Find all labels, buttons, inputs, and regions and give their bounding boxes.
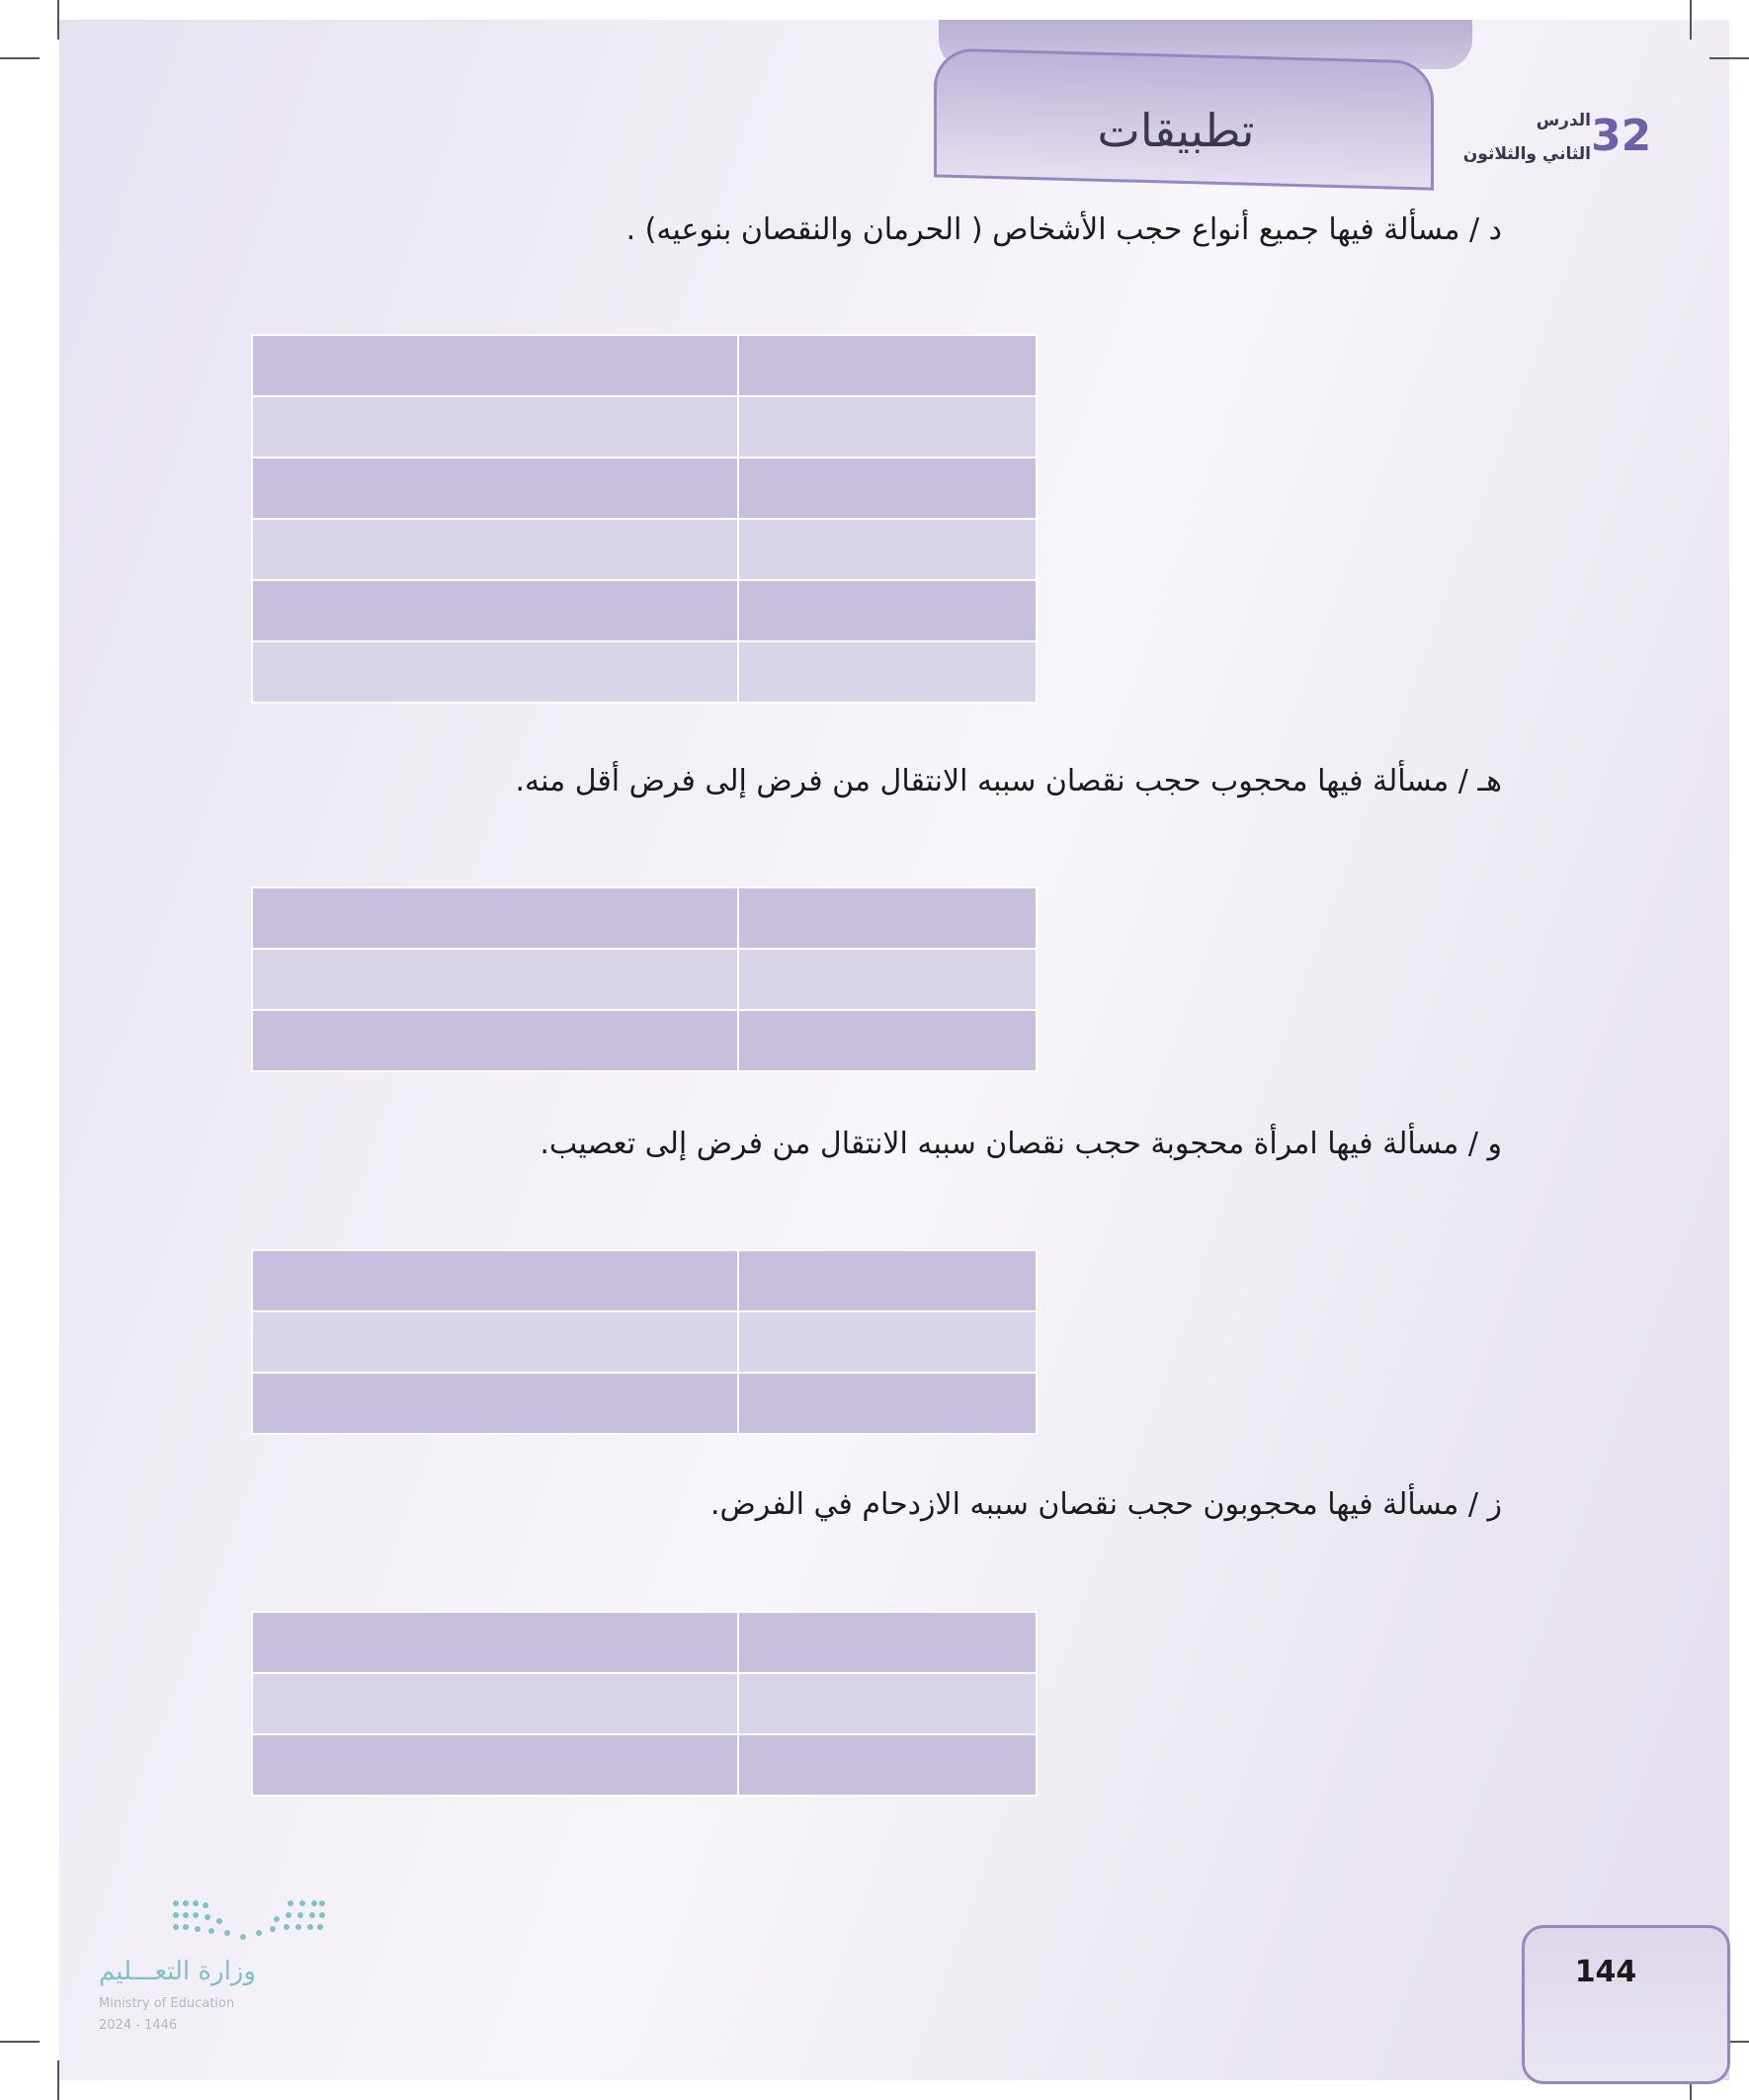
table-cell[interactable] [738, 580, 1037, 641]
ministry-logo-icon [168, 1897, 326, 1952]
crop-mark [57, 0, 59, 40]
table-cell[interactable] [738, 335, 1037, 396]
table-cell[interactable] [252, 641, 738, 703]
table-cell[interactable] [738, 519, 1037, 580]
table-cell[interactable] [252, 949, 738, 1010]
table-row [252, 1734, 1037, 1796]
lesson-label: الدرس [1536, 111, 1591, 130]
table-row [252, 335, 1037, 396]
table-cell[interactable] [252, 1311, 738, 1373]
question-h: هـ / مسألة فيها محجوب حجب نقصان سببه الانتقال من فرض إلى فرض أقل منه. [515, 764, 1502, 798]
table-cell[interactable] [252, 458, 738, 519]
table-cell[interactable] [738, 1311, 1037, 1373]
question-z: ز / مسألة فيها محجوبون حجب نقصان سببه الازدحام في الفرض. [709, 1487, 1502, 1522]
table-row [252, 458, 1037, 519]
table-cell[interactable] [738, 1734, 1037, 1796]
question-d: د / مسألة فيها جميع أنواع حجب الأشخاص ( الحرمان والنقصان بنوعيه) . [625, 212, 1502, 247]
table-cell[interactable] [252, 335, 738, 396]
page-number: 144 [1574, 1955, 1637, 1989]
table-cell[interactable] [738, 458, 1037, 519]
table-cell[interactable] [252, 1612, 738, 1673]
table-cell[interactable] [738, 949, 1037, 1010]
answer-table-h [251, 886, 1038, 1072]
table-row [252, 1250, 1037, 1311]
table-row [252, 887, 1037, 949]
table-row [252, 1010, 1037, 1071]
ministry-name-en: Ministry of Education [99, 1996, 235, 2011]
table-cell[interactable] [252, 1673, 738, 1734]
ministry-year: 2024 - 1446 [99, 2018, 178, 2033]
crop-mark [0, 57, 40, 59]
table-cell[interactable] [738, 1250, 1037, 1311]
table-cell[interactable] [738, 1673, 1037, 1734]
table-cell[interactable] [738, 1612, 1037, 1673]
table-cell[interactable] [738, 396, 1037, 458]
table-row [252, 949, 1037, 1010]
table-cell[interactable] [738, 641, 1037, 703]
answer-table-z [251, 1611, 1038, 1797]
crop-mark [0, 2041, 40, 2043]
table-cell[interactable] [252, 1010, 738, 1071]
table-cell[interactable] [252, 887, 738, 949]
table-cell[interactable] [252, 1250, 738, 1311]
table-cell[interactable] [252, 519, 738, 580]
crop-mark [1709, 57, 1749, 59]
table-cell[interactable] [738, 1010, 1037, 1071]
table-cell[interactable] [252, 1373, 738, 1434]
table-row [252, 641, 1037, 703]
crop-mark [57, 2060, 59, 2100]
table-row [252, 1612, 1037, 1673]
table-cell[interactable] [252, 396, 738, 458]
table-cell[interactable] [738, 1373, 1037, 1434]
table-row [252, 580, 1037, 641]
table-row [252, 1311, 1037, 1373]
table-cell[interactable] [252, 580, 738, 641]
question-w: و / مسألة فيها امرأة محجوبة حجب نقصان سببه الانتقال من فرض إلى تعصيب. [540, 1127, 1502, 1161]
table-cell[interactable] [738, 887, 1037, 949]
answer-table-d [251, 334, 1038, 704]
table-cell[interactable] [252, 1734, 738, 1796]
lesson-number: 32 [1591, 111, 1652, 161]
page-number-box [1522, 1925, 1730, 2084]
answer-table-w [251, 1249, 1038, 1435]
table-row [252, 519, 1037, 580]
lesson-name: الثاني والثلاثون [1462, 144, 1591, 164]
page-title: تطبيقات [1097, 104, 1255, 157]
table-row [252, 1373, 1037, 1434]
table-row [252, 396, 1037, 458]
table-row [252, 1673, 1037, 1734]
ministry-name-ar: وزارة التعـــليم [99, 1957, 256, 1986]
crop-mark [1690, 0, 1692, 40]
